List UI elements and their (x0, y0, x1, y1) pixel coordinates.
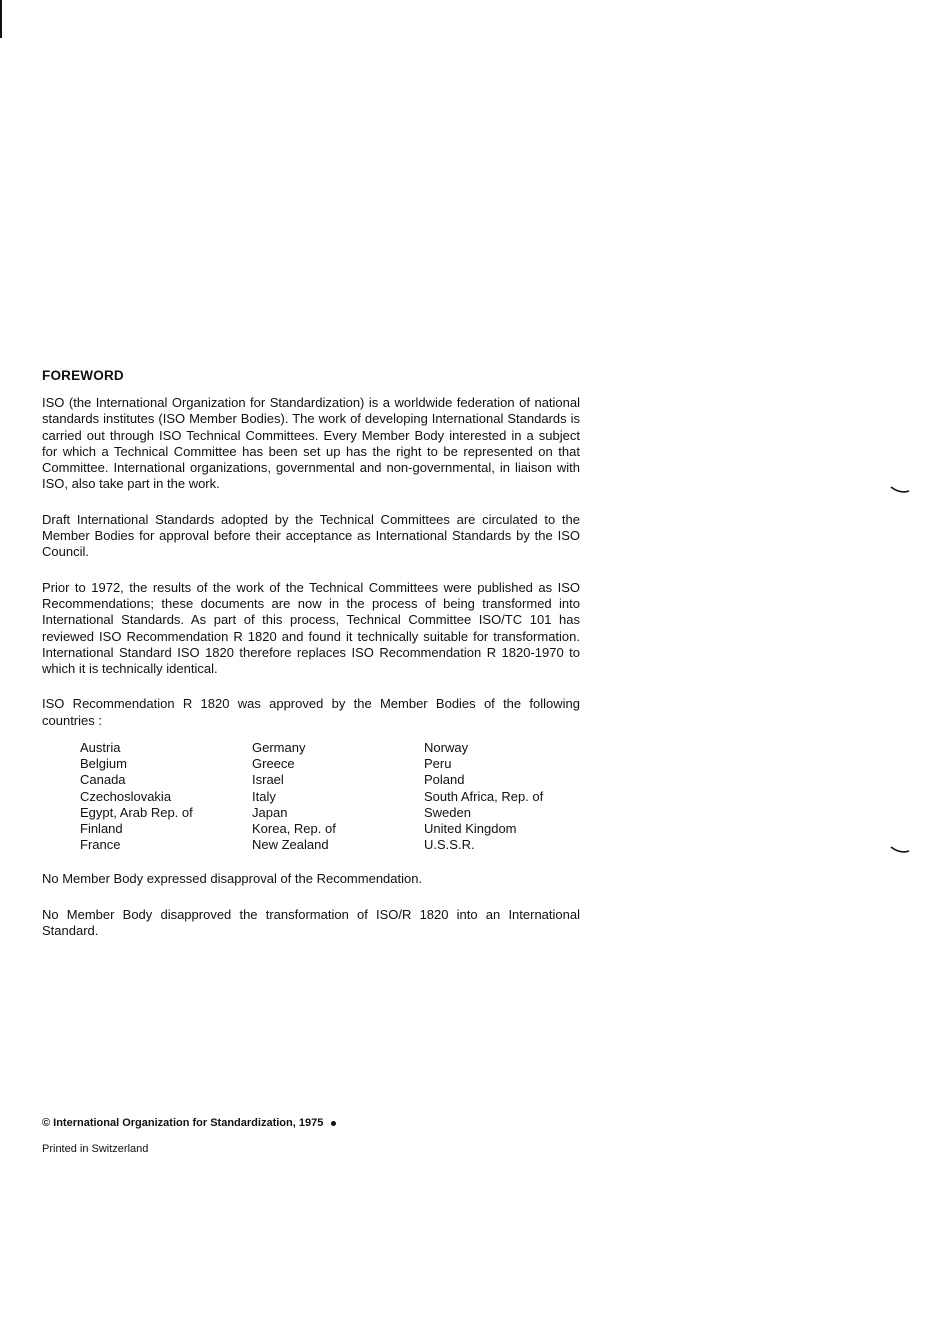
countries-column-2 (252, 740, 424, 853)
margin-tick-mark (890, 846, 910, 854)
country-item: Austria (80, 740, 121, 756)
copyright-text: © International Organization for Standardization, 1975 (42, 1117, 324, 1129)
page-edge-mark (0, 0, 2, 38)
country-item: Germany (252, 740, 306, 756)
country-item: U.S.S.R. (424, 837, 475, 853)
country-item: Belgium (80, 756, 127, 772)
countries-list (80, 740, 580, 853)
country-item: South Africa, Rep. of (424, 788, 544, 804)
countries-column-3 (424, 740, 596, 853)
foreword-section (42, 368, 580, 958)
countries-column-1 (80, 740, 252, 853)
paragraph-draft-standards: Draft International Standards adopted by the Technical Committees are circulated to the Member Bodies for approval before their acceptance as International Standards by the ISO Council. (42, 511, 580, 560)
country-item: Egypt, Arab Rep. of (80, 804, 193, 820)
paragraph-iso-intro: ISO (the International Organization for Standardization) is a worldwide federation of national standards institutes (ISO Member Bodies). The work of developing International Standards is carried out through ISO Technical Committees. Every Member Body interested in a subject for which a Technical Committee has been set up has the right to be represented on that Committee. International organizations, governmental and non-governmental, in liaison with ISO, also take part in the work. (42, 395, 580, 492)
paragraph-no-disapproval: No Member Body expressed disapproval of the Recommendation. (42, 871, 423, 887)
foreword-heading: FOREWORD (42, 368, 124, 383)
paragraph-no-objection-transformation: No Member Body disapproved the transformation of ISO/R 1820 into an International Standard. (42, 906, 580, 939)
paragraph-approval: ISO Recommendation R 1820 was approved by the Member Bodies of the following countries : (42, 696, 580, 728)
paragraph-transformation: Prior to 1972, the results of the work of the Technical Committees were published as ISO Recommendations; these documents are now in the process of being transformed into International Standards. As part of this process, Technical Committee ISO/TC 101 has reviewed ISO Recommendation R 1820 and found it technically suitable for transformation. International Standard ISO 1820 therefore replaces ISO Recommendation R 1820-1970 to which it is technically identical. (42, 579, 580, 677)
copyright-line (42, 1117, 336, 1129)
country-item: Japan (252, 804, 288, 820)
country-item: Finland (80, 821, 123, 837)
country-item: Canada (80, 772, 126, 788)
country-item: Norway (424, 740, 469, 756)
country-item: Peru (424, 756, 452, 772)
country-item: Sweden (424, 804, 471, 820)
country-item: New Zealand (252, 837, 329, 853)
country-item: Israel (252, 772, 284, 788)
country-item: Korea, Rep. of (252, 821, 336, 837)
country-item: Czechoslovakia (80, 788, 172, 804)
printed-in-text: Printed in Switzerland (42, 1143, 149, 1155)
bullet-icon (331, 1121, 336, 1126)
margin-tick-mark (890, 486, 910, 494)
country-item: France (80, 837, 121, 853)
country-item: Italy (252, 788, 276, 804)
page-footer (42, 1117, 336, 1155)
country-item: Poland (424, 772, 465, 788)
country-item: Greece (252, 756, 295, 772)
country-item: United Kingdom (424, 821, 517, 837)
